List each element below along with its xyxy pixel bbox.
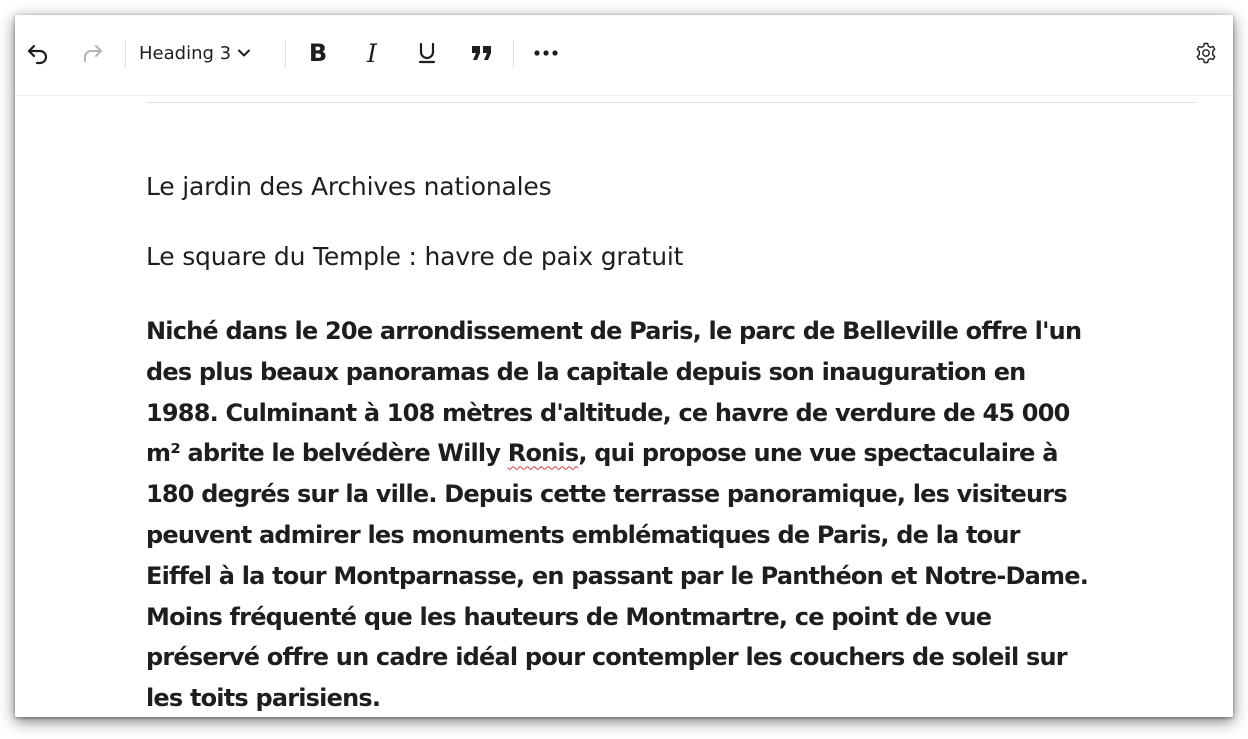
editor-canvas[interactable] — [15, 96, 1233, 717]
heading-level-dropdown[interactable] — [139, 37, 251, 69]
underline-icon — [417, 41, 437, 65]
bold-icon: B — [308, 39, 328, 67]
paragraph-line: 1988. Culminant à 108 mètres d'altitude, ce havre de verdure de 45 000 — [146, 398, 1070, 427]
undo-icon — [25, 40, 51, 66]
paragraph-line: peuvent admirer les monuments emblématiques de Paris, de la tour — [146, 520, 1020, 549]
bold-button[interactable] — [303, 37, 333, 69]
paragraph-line: préservé offre un cadre idéal pour contempler les couchers de soleil sur — [146, 643, 1067, 672]
toolbar-separator — [513, 40, 514, 68]
redo-icon — [79, 40, 105, 66]
paragraph-line: des plus beaux panoramas de la capitale depuis son inauguration en — [146, 357, 1026, 386]
italic-button[interactable] — [357, 37, 387, 69]
heading-block[interactable]: Le jardin des Archives nationales — [146, 172, 552, 201]
italic-icon: I — [367, 38, 377, 68]
heading-level-label: Heading 3 — [139, 42, 232, 64]
paragraph-line: Eiffel à la tour Montparnasse, en passant par le Panthéon et Notre-Dame. — [146, 561, 1089, 590]
block-toolbar — [15, 15, 1233, 96]
underline-button[interactable] — [412, 37, 442, 69]
gear-icon — [1194, 41, 1218, 65]
paragraph-text: , qui propose une vue spectaculaire à — [578, 439, 1058, 468]
toolbar-separator — [285, 40, 286, 68]
chevron-down-icon — [237, 46, 251, 60]
paragraph-line: Moins fréquenté que les hauteurs de Montmartre, ce point de vue — [146, 602, 992, 631]
undo-button[interactable] — [21, 37, 55, 69]
heading-block[interactable]: Le square du Temple : havre de paix gratuit — [146, 242, 684, 271]
settings-button[interactable] — [1191, 37, 1221, 69]
editor-window — [15, 15, 1233, 717]
paragraph-line — [146, 433, 1226, 474]
toolbar-separator — [125, 40, 126, 68]
paragraph-block[interactable] — [146, 311, 1226, 717]
separator-block — [146, 102, 1196, 103]
redo-button[interactable] — [75, 37, 109, 69]
quote-icon — [470, 43, 494, 63]
more-options-button[interactable] — [529, 37, 563, 69]
paragraph-text: m² abrite le belvédère Willy — [146, 439, 508, 468]
paragraph-line: les toits parisiens. — [146, 684, 381, 713]
paragraph-line: Niché dans le 20e arrondissement de Paris, le parc de Belleville offre l'un — [146, 317, 1082, 345]
more-horizontal-icon — [533, 49, 559, 57]
quote-button[interactable] — [465, 37, 499, 69]
paragraph-line: 180 degrés sur la ville. Depuis cette terrasse panoramique, les visiteurs — [146, 480, 1067, 509]
misspelled-word[interactable]: Ronis — [507, 439, 579, 468]
